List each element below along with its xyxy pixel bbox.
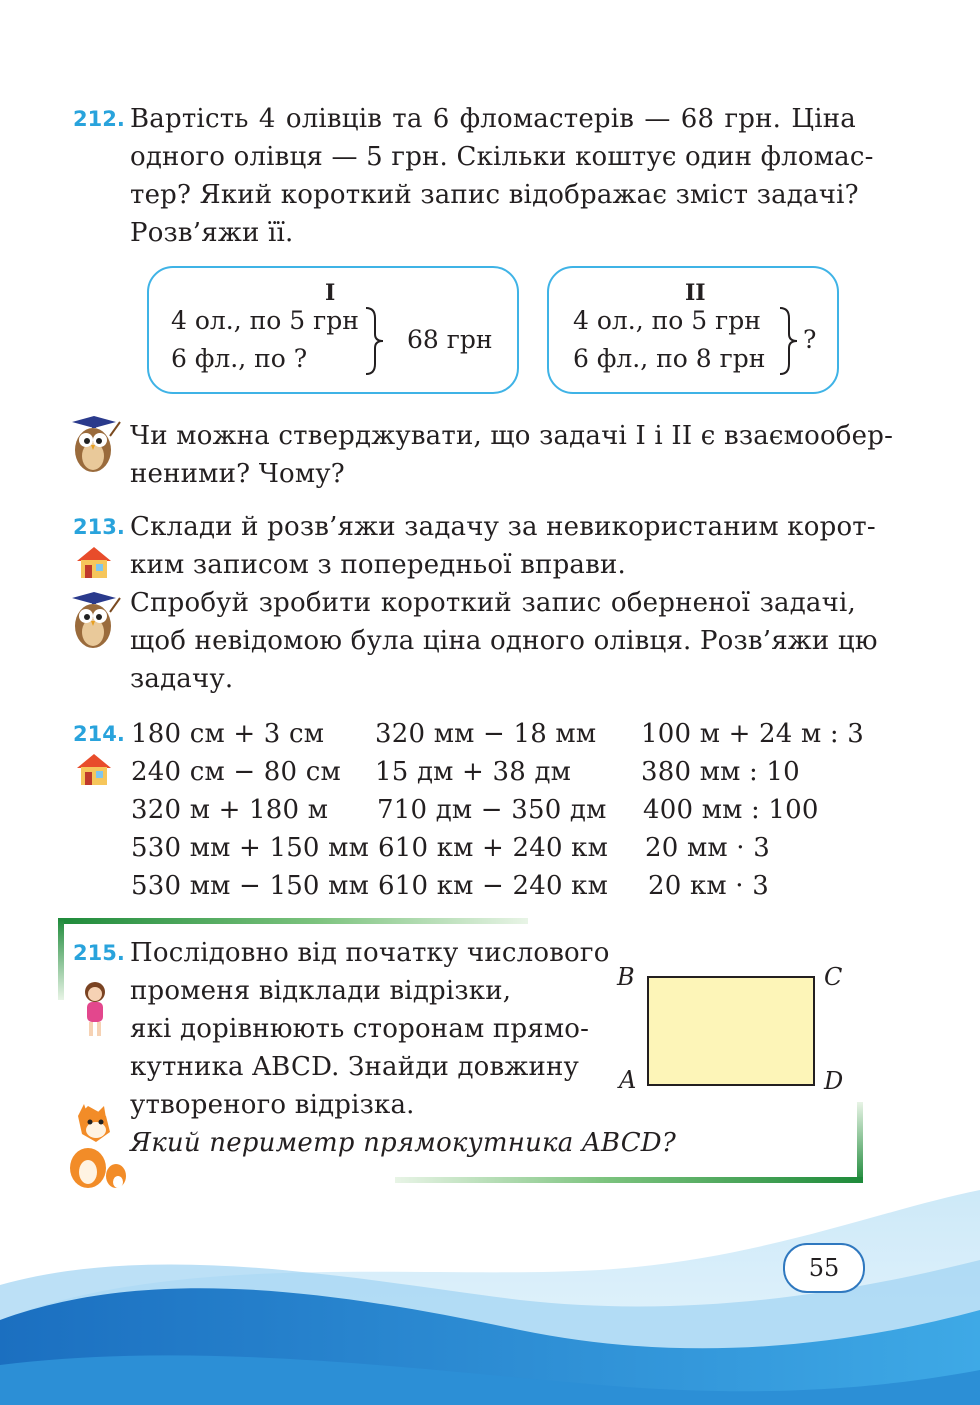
rectangle-abcd (647, 976, 815, 1086)
vertex-label-d: D (824, 1067, 844, 1095)
expression: 380 мм : 10 (641, 757, 800, 787)
expression: 20 мм · 3 (645, 833, 770, 863)
exercise-number: 212. (73, 107, 125, 131)
page-number: 55 (783, 1243, 865, 1293)
expression: 240 см − 80 см (131, 757, 341, 787)
expression: 20 км · 3 (648, 871, 769, 901)
girl-icon (80, 980, 110, 1040)
text-line: утвореного відрізка. (130, 1090, 415, 1120)
text-line: Вартість 4 олівців та 6 фломастерів — 68 грн. Ціна (130, 104, 856, 134)
house-icon (75, 545, 113, 579)
owl-icon (66, 590, 122, 650)
text-line: Послідовно від початку числового (130, 938, 610, 968)
question-perimeter: Який периметр прямокутника ABCD? (130, 1128, 676, 1158)
expression: 530 мм + 150 мм (131, 833, 369, 863)
exercise-number: 215. (73, 941, 125, 965)
text-line: задачу. (130, 664, 234, 694)
text-line: Склади й розв’яжи задачу за невикористаним корот- (130, 512, 876, 542)
text-line: кутника ABCD. Знайди довжину (130, 1052, 580, 1082)
text-line: Чи можна стверджувати, що задачі І і ІІ є взаємообер- (130, 421, 894, 451)
box-row: 4 ол., по 5 грн (573, 306, 761, 335)
text-line: тер? Який короткий запис відображає зміст задачі? (130, 180, 859, 210)
expression: 400 мм : 100 (643, 795, 819, 825)
box-row: 6 фл., по ? (171, 344, 308, 373)
text-line: Розв’яжи її. (130, 218, 294, 248)
text-line: одного олівця — 5 грн. Скільки коштує один фломас- (130, 142, 874, 172)
text-line: променя відклади відрізки, (130, 976, 512, 1006)
text-line: ким записом з попередньої вправи. (130, 550, 626, 580)
vertex-label-c: C (824, 963, 843, 991)
box-total: ? (803, 325, 817, 354)
owl-icon (66, 414, 122, 474)
box-label: ІІ (685, 280, 706, 306)
house-icon (75, 752, 113, 786)
text-line: неними? Чому? (130, 459, 345, 489)
expression: 610 км + 240 км (378, 833, 609, 863)
expression: 180 см + 3 см (131, 719, 325, 749)
expression: 15 дм + 38 дм (375, 757, 572, 787)
frame-left-bar (58, 918, 64, 1000)
vertex-label-a: A (619, 1066, 637, 1094)
vertex-label-b: B (617, 963, 635, 991)
expression: 710 дм − 350 дм (377, 795, 607, 825)
text-line: щоб невідомою була ціна одного олівця. Розв’яжи цю (130, 626, 878, 656)
box-row: 4 ол., по 5 грн (171, 306, 359, 335)
text-line: які дорівнюють сторонам прямо- (130, 1014, 590, 1044)
expression: 530 мм − 150 мм (131, 871, 369, 901)
box-label: І (325, 280, 336, 306)
text-line: Спробуй зробити короткий запис оберненої задачі, (130, 588, 856, 618)
expression: 100 м + 24 м : 3 (641, 719, 865, 749)
curly-brace (363, 306, 389, 376)
box-row: 6 фл., по 8 грн (573, 344, 766, 373)
expression: 610 км − 240 км (378, 871, 609, 901)
frame-top-bar (58, 918, 528, 924)
expression: 320 мм − 18 мм (375, 719, 597, 749)
curly-brace (777, 306, 803, 376)
short-record-box-1 (147, 266, 519, 394)
exercise-number: 213. (73, 515, 125, 539)
short-record-box-2 (547, 266, 839, 394)
box-total: 68 грн (407, 325, 493, 354)
expression: 320 м + 180 м (131, 795, 329, 825)
exercise-number: 214. (73, 722, 125, 746)
